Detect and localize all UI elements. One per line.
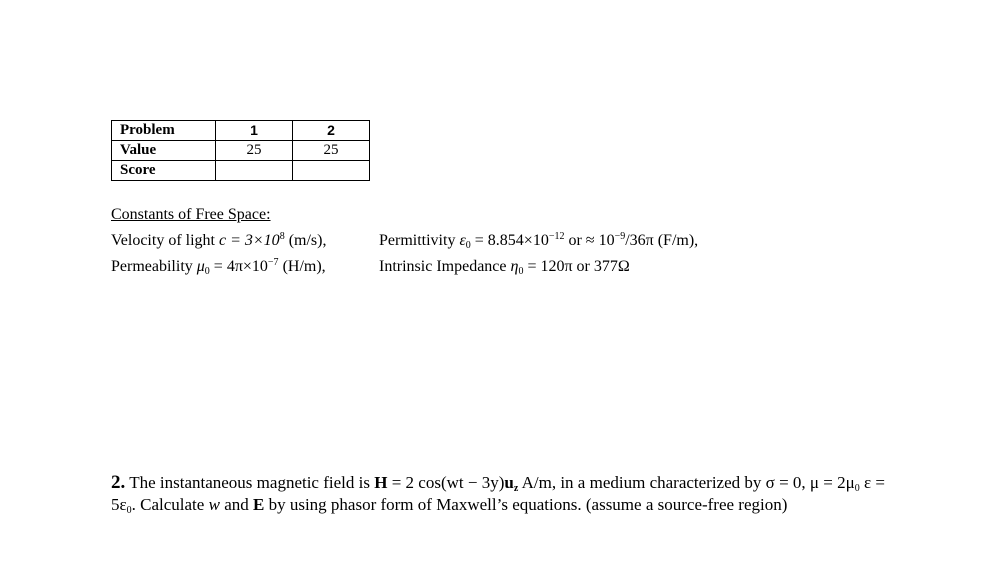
- velocity-constant: Velocity of light $c = 3\times 10^8$ (m/s),: [111, 231, 327, 249]
- table-header-1: 1: [216, 121, 293, 141]
- value-cell-1: 25: [216, 141, 293, 161]
- table-header-problem: Problem: [112, 121, 216, 141]
- permeability-constant: Permeability $\mu_0 = 4\pi\times 10^{-7}$ (H/m),: [111, 257, 326, 277]
- problem-number: 2.: [111, 472, 126, 493]
- constants-row: [111, 228, 699, 254]
- h-field-symbol: H: [374, 473, 388, 492]
- score-table: [111, 120, 370, 181]
- row-label-score: Score: [112, 161, 216, 181]
- permittivity-constant: Permittivity $\varepsilon_0 = 8.854\times 10^{-12}$ or ≈ $10^{-9}/36\pi$ (F/m),: [379, 231, 699, 251]
- e-field-symbol: E: [252, 495, 265, 514]
- unit-vector: u: [504, 473, 514, 492]
- constants-section: [111, 202, 699, 280]
- table-row: [112, 161, 370, 181]
- w-symbol: w: [208, 495, 220, 514]
- row-label-value: Value: [112, 141, 216, 161]
- problem-2-statement: 2. The instantaneous magnetic field is H = 2 $\cos(wt - 3y)u_z$ A/m, in a medium characterized by σ = 0, $\mu = 2\mu_0$ $\varepsilon = 5\varepsilon_0$. Calculate w and E by using phasor form of Maxwell’s equations. (assume a source-free region): [111, 472, 885, 516]
- constants-heading: Constants of Free Space:: [111, 206, 271, 223]
- impedance-constant: Intrinsic Impedance $\eta_0 = 120\pi$ or 377Ω: [379, 258, 630, 277]
- score-cell-2: [293, 161, 370, 181]
- constants-row: [111, 254, 630, 280]
- value-cell-2: 25: [293, 141, 370, 161]
- table-row: [112, 121, 370, 141]
- table-row: [112, 141, 370, 161]
- table-header-2: 2: [293, 121, 370, 141]
- score-cell-1: [216, 161, 293, 181]
